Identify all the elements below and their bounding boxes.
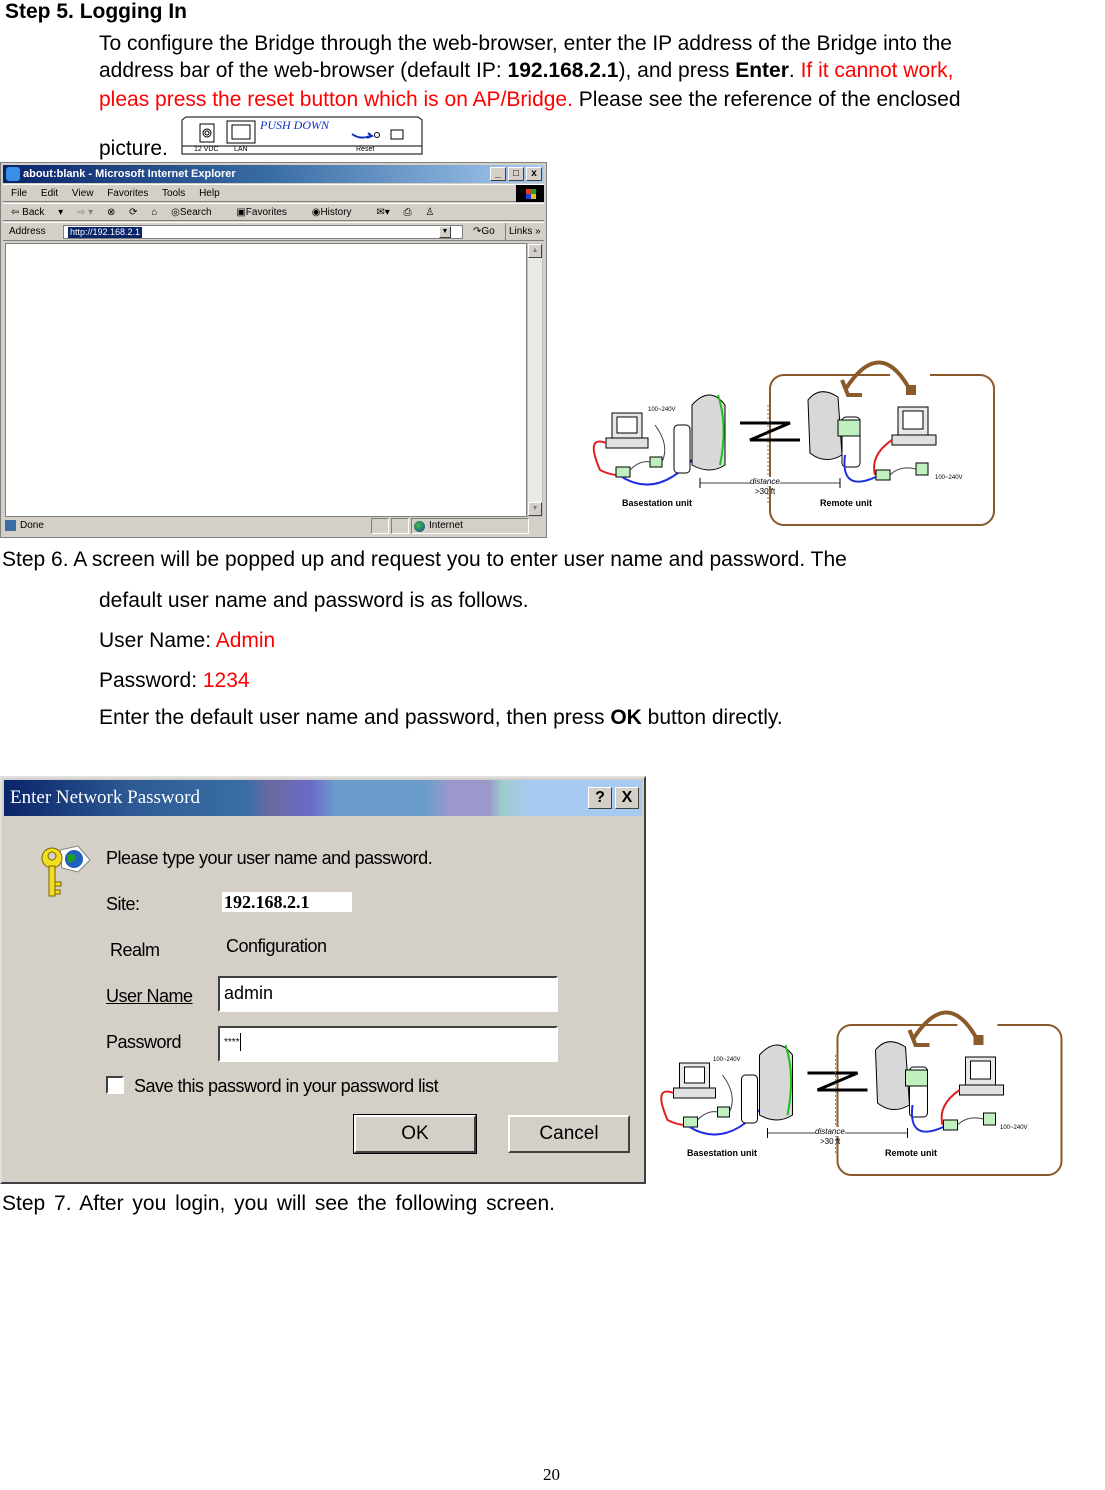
default-ip: 192.168.2.1 [507, 59, 619, 82]
dialog-title-bar [4, 780, 642, 816]
vertical-scrollbar[interactable] [527, 243, 543, 517]
menu-edit[interactable]: Edit [40, 188, 59, 199]
site-label: Site: [106, 894, 140, 914]
refresh-icon[interactable]: ⟳ [129, 207, 138, 218]
window-title: about:blank - Microsoft Internet Explorer [23, 168, 236, 180]
dialog-title: Enter Network Password [10, 787, 200, 808]
distance-value: >30 ft [755, 487, 776, 496]
close-button[interactable]: x [526, 167, 542, 181]
step7-line: Step 7. After you login, you will see the following screen. [2, 1192, 555, 1215]
address-label: Address [9, 226, 46, 237]
voltage-label: 100~240V [648, 407, 676, 413]
distance-label: distance [750, 477, 780, 486]
standard-toolbar [3, 203, 544, 221]
menu-bar [3, 184, 544, 202]
site-value: 192.168.2.1 [222, 892, 352, 912]
history-label: History [320, 207, 352, 218]
distance-value: >30 ft [820, 1137, 841, 1146]
back-label: Back [22, 207, 45, 218]
status-text: Done [20, 520, 44, 531]
network-diagram [645, 975, 1070, 1180]
ie-title-bar [3, 165, 544, 183]
ok-button[interactable]: OK [354, 1115, 476, 1153]
help-button[interactable]: ? [588, 787, 612, 809]
default-password-line [99, 669, 250, 693]
default-password: 1234 [202, 669, 250, 692]
save-password-label[interactable]: Save this password in your password list [134, 1076, 439, 1096]
device-back-panel-image [180, 116, 424, 156]
text: address bar of the web-browser (default IP: [99, 59, 508, 82]
password-value: **** [224, 1037, 240, 1048]
scroll-up-icon[interactable]: ▲ [528, 244, 542, 258]
zone-cell [411, 518, 529, 534]
ie-browser-window [0, 162, 547, 538]
status-bar [3, 517, 544, 535]
enter-key-label: Enter [735, 59, 789, 82]
password-label: Password: [99, 669, 203, 692]
cancel-button[interactable]: Cancel [508, 1115, 630, 1153]
menu-view[interactable]: View [71, 188, 94, 199]
distance-label: distance [815, 1127, 845, 1136]
voltage-label: 100~240V [713, 1057, 741, 1063]
history-button[interactable]: ◉History [311, 207, 352, 218]
step6-line1: Step 6. A screen will be popped up and request you to enter user name and password. The [2, 548, 847, 571]
stop-icon[interactable]: ⊗ [106, 207, 116, 218]
minimize-button[interactable]: _ [490, 167, 506, 181]
realm-label: Realm [110, 940, 160, 960]
enter-network-password-dialog [0, 776, 646, 1184]
step5-paragraph-line4: picture. [99, 137, 168, 160]
port-label-reset: Reset [356, 146, 375, 153]
username-field-label [106, 986, 193, 1007]
default-username: Admin [215, 629, 276, 652]
password-field-label: Password [106, 1032, 182, 1052]
basestation-label: Basestation unit [622, 498, 693, 508]
menu-help[interactable]: Help [199, 188, 220, 199]
realm-value: Configuration [226, 936, 327, 956]
step5-paragraph-line1: To configure the Bridge through the web-browser, enter the IP address of the Bridge into the [99, 32, 952, 55]
search-button[interactable]: ◎Search [171, 207, 212, 218]
windows-logo-icon [516, 185, 544, 202]
step5-paragraph-line3 [99, 88, 961, 112]
basestation-label: Basestation unit [687, 1148, 758, 1158]
back-button[interactable]: ⇦ Back ▾ [11, 207, 64, 218]
zone-text: Internet [429, 520, 463, 531]
search-label: Search [179, 207, 212, 218]
address-dropdown-icon[interactable]: ▼ [439, 226, 451, 238]
text-cursor [240, 1033, 241, 1051]
print-icon[interactable]: ⎙ [403, 207, 412, 218]
menu-file[interactable]: File [11, 188, 28, 199]
address-bar [3, 222, 544, 241]
username-input[interactable]: admin [218, 976, 558, 1012]
warning-text: If it cannot work, [800, 59, 954, 82]
step6-line2: default user name and password is as follows. [99, 589, 529, 612]
warning-text: pleas press the reset button which is on AP/Bridge. [99, 88, 573, 111]
messenger-icon[interactable]: ♙ [425, 207, 435, 218]
push-down-label: PUSH DOWN [260, 118, 329, 132]
remote-unit-label: Remote unit [885, 1148, 938, 1158]
status-cell [391, 518, 409, 534]
step5-paragraph-line2 [99, 59, 953, 83]
maximize-button[interactable]: □ [508, 167, 524, 181]
scroll-down-icon[interactable]: ▼ [528, 502, 542, 516]
username-label-text: User Name [106, 986, 193, 1006]
address-value: http://192.168.2.1 [70, 227, 141, 237]
favorites-label: Favorites [245, 207, 287, 218]
username-label: User Name: [99, 629, 216, 652]
page-icon [5, 520, 16, 531]
address-input[interactable] [63, 225, 463, 239]
menu-tools[interactable]: Tools [161, 188, 186, 199]
step5-heading: Step 5. Logging In [5, 0, 187, 23]
page-content-area [5, 243, 527, 517]
home-icon[interactable]: ⌂ [151, 207, 158, 218]
default-username-line [99, 629, 275, 653]
page-number: 20 [543, 1465, 560, 1484]
ie-logo-icon [6, 167, 20, 181]
ok-reference: OK [610, 706, 642, 729]
voltage-label: 100~240V [1000, 1125, 1028, 1131]
port-label-lan: LAN [234, 146, 248, 153]
text: . [788, 59, 801, 82]
mail-icon[interactable]: ✉▾ [376, 207, 390, 218]
save-password-checkbox[interactable] [106, 1076, 124, 1094]
remote-unit-label: Remote unit [820, 498, 873, 508]
key-globe-icon [38, 842, 94, 902]
text: ), and press [618, 59, 736, 82]
text: Please see the reference of the enclosed [572, 88, 961, 111]
go-button[interactable]: ↷Go [473, 226, 495, 237]
links-button[interactable]: Links » [505, 223, 541, 240]
text: Enter the default user name and password, then press [99, 706, 611, 729]
menu-favorites[interactable]: Favorites [107, 188, 149, 199]
port-label-12vdc: 12 VDC [194, 146, 219, 153]
step6-line5 [99, 706, 783, 730]
go-label: Go [481, 226, 495, 237]
text: button directly. [641, 706, 783, 729]
favorites-button[interactable]: ▣Favorites [236, 207, 287, 218]
globe-icon [414, 521, 425, 532]
network-diagram [580, 325, 1000, 530]
dialog-prompt: Please type your user name and password. [106, 848, 433, 868]
forward-button[interactable]: ⇨ ▾ [77, 207, 94, 218]
password-input[interactable] [218, 1026, 558, 1062]
voltage-label: 100~240V [935, 475, 963, 481]
status-cell [371, 518, 389, 534]
dialog-close-button[interactable]: X [615, 787, 639, 809]
